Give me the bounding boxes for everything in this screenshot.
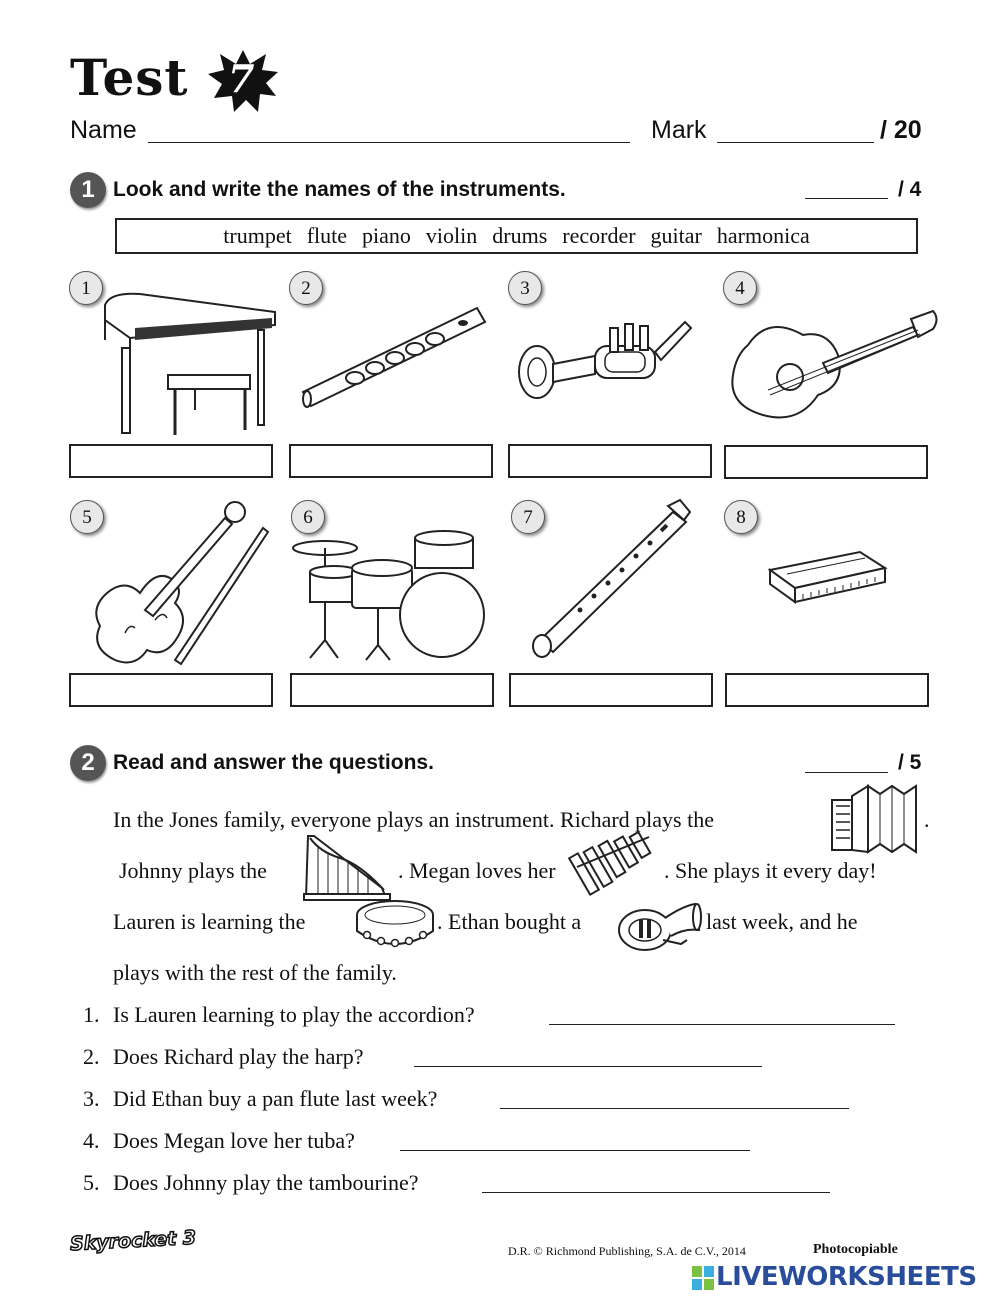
recorder-icon <box>528 500 693 660</box>
passage-line-1: In the Jones family, everyone plays an instrument. Richard plays the <box>113 807 714 832</box>
section-2-score-field[interactable] <box>805 772 888 773</box>
question-5-answer-line[interactable] <box>482 1192 830 1193</box>
question-5-text: Does Johnny play the tambourine? <box>113 1170 419 1195</box>
trumpet-icon <box>515 312 695 402</box>
passage-line-3a: Lauren is learning the <box>113 909 306 934</box>
brand-logo: Skyrocket 3 <box>69 1226 197 1256</box>
section-1-score: / 4 <box>898 178 922 201</box>
question-5-number: 5. <box>83 1170 100 1195</box>
item-number-7: 7 <box>511 500 545 534</box>
item-number-5: 5 <box>70 500 104 534</box>
word-bank <box>115 218 918 254</box>
section-1-number: 1 <box>70 172 106 208</box>
passage-line-2a: Johnny plays the <box>119 858 267 883</box>
word-bank-item: drums <box>492 223 548 248</box>
question-4-number: 4. <box>83 1128 100 1153</box>
guitar-icon <box>728 305 940 430</box>
drums-icon <box>290 530 500 665</box>
passage-line-4: plays with the rest of the family. <box>113 960 397 985</box>
section-1-heading: Look and write the names of the instruments. <box>113 178 566 201</box>
answer-box-4[interactable] <box>724 445 928 479</box>
test-title: Test <box>70 48 189 107</box>
name-label: Name <box>70 116 137 144</box>
harmonica-icon <box>765 548 890 608</box>
mark-total: / 20 <box>880 116 922 144</box>
mark-label: Mark <box>651 116 707 144</box>
word-bank-item: flute <box>306 223 348 248</box>
word-bank-item: violin <box>425 223 478 248</box>
section-1-score-field[interactable] <box>805 198 888 199</box>
item-number-8: 8 <box>724 500 758 534</box>
flute-icon <box>295 300 490 410</box>
copyright-text: D.R. © Richmond Publishing, S.A. de C.V., 2014 <box>508 1244 746 1258</box>
passage-line-1-end: . <box>924 807 930 832</box>
item-number-3: 3 <box>508 271 542 305</box>
answer-box-5[interactable] <box>69 673 273 707</box>
section-2-score: / 5 <box>898 751 922 774</box>
question-4-answer-line[interactable] <box>400 1150 750 1151</box>
photocopiable-label: Photocopiable <box>813 1242 898 1257</box>
piano-icon <box>100 290 280 440</box>
tuba-icon <box>615 900 701 954</box>
passage-line-2c: . She plays it every day! <box>664 858 877 883</box>
answer-box-7[interactable] <box>509 673 713 707</box>
question-1-text: Is Lauren learning to play the accordion? <box>113 1002 475 1027</box>
word-bank-item: guitar <box>650 223 702 248</box>
question-2-text: Does Richard play the harp? <box>113 1044 364 1069</box>
question-2-number: 2. <box>83 1044 100 1069</box>
answer-box-6[interactable] <box>290 673 494 707</box>
question-3-text: Did Ethan buy a pan flute last week? <box>113 1086 438 1111</box>
word-bank-item: trumpet <box>223 223 292 248</box>
answer-box-3[interactable] <box>508 444 712 478</box>
name-field[interactable] <box>148 142 630 143</box>
question-2-answer-line[interactable] <box>414 1066 762 1067</box>
harp-icon <box>300 832 395 900</box>
item-number-2: 2 <box>289 271 323 305</box>
question-3-answer-line[interactable] <box>500 1108 849 1109</box>
question-4-text: Does Megan love her tuba? <box>113 1128 355 1153</box>
question-1-answer-line[interactable] <box>549 1024 895 1025</box>
passage-line-3b: . Ethan bought a <box>437 909 582 934</box>
item-number-1: 1 <box>69 271 103 305</box>
item-number-4: 4 <box>723 271 757 305</box>
passage-line-2b: . Megan loves her <box>398 858 556 883</box>
word-bank-item: recorder <box>562 223 636 248</box>
section-2-heading: Read and answer the questions. <box>113 751 434 774</box>
tambourine-icon <box>353 897 437 953</box>
answer-box-2[interactable] <box>289 444 493 478</box>
passage-line-3c: last week, and he <box>706 909 858 934</box>
pan-flute-icon <box>573 833 661 897</box>
word-bank-item: piano <box>362 223 411 248</box>
word-bank-item: harmonica <box>716 223 810 248</box>
answer-box-8[interactable] <box>725 673 929 707</box>
watermark-text[interactable]: LIVEWORKSHEETS <box>716 1262 977 1292</box>
section-2-number: 2 <box>70 745 106 781</box>
question-1-number: 1. <box>83 1002 100 1027</box>
item-number-6: 6 <box>291 500 325 534</box>
liveworksheets-logo-icon <box>692 1266 714 1290</box>
mark-field[interactable] <box>717 142 874 143</box>
test-number: 7 <box>228 56 255 101</box>
answer-box-1[interactable] <box>69 444 273 478</box>
question-3-number: 3. <box>83 1086 100 1111</box>
accordion-icon <box>830 782 922 854</box>
violin-icon <box>85 498 275 668</box>
